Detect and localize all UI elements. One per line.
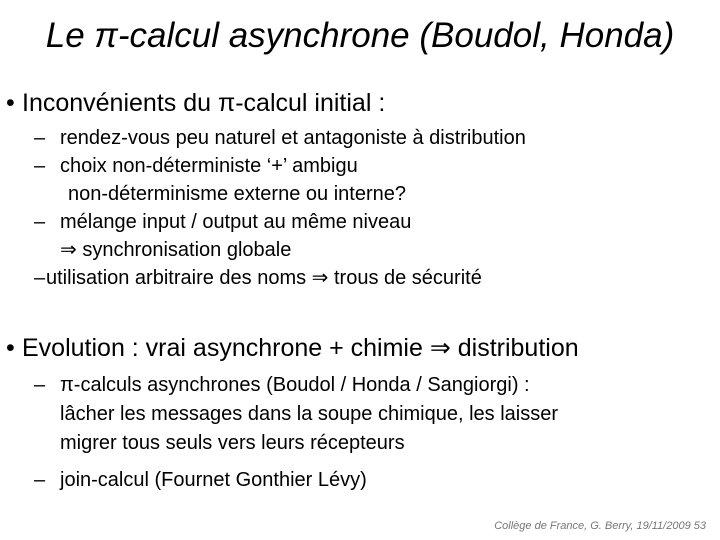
- sub-item-continuation: lâcher les messages dans la soupe chimique, les laisser: [60, 403, 559, 425]
- bullet-marker: •: [6, 89, 15, 117]
- sub-item-continuation: ⇒ synchronisation globale: [60, 239, 292, 261]
- bullet-marker: •: [6, 334, 15, 362]
- sub-item-melange: [34, 209, 411, 235]
- sub-item-join-calcul: [34, 467, 367, 493]
- dash-marker: –: [34, 211, 46, 233]
- sub-item-choix: [34, 153, 358, 179]
- sub-item-continuation: non-déterminisme externe ou interne?: [68, 183, 406, 205]
- bullet-evolution: [6, 333, 579, 363]
- sub-item-text: utilisation arbitraire des noms ⇒ trous de sécurité: [46, 267, 482, 289]
- sub-item-pi-calculs: [34, 372, 530, 398]
- sub-item-utilisation: [34, 265, 482, 291]
- dash-marker: –: [34, 155, 46, 177]
- dash-marker: –: [34, 267, 46, 289]
- sub-item-text: π-calculs asynchrones (Boudol / Honda / Sangiorgi) :: [60, 374, 530, 396]
- sub-item-text: join-calcul (Fournet Gonthier Lévy): [60, 469, 367, 491]
- dash-marker: –: [34, 469, 46, 491]
- sub-item-text: mélange input / output au même niveau: [60, 211, 412, 233]
- sub-item-continuation: migrer tous seuls vers leurs récepteurs: [60, 432, 405, 454]
- sub-item-text: choix non-déterministe ‘+’ ambigu: [60, 155, 358, 177]
- slide-title: Le π-calcul asynchrone (Boudol, Honda): [45, 16, 675, 55]
- dash-marker: –: [34, 374, 46, 396]
- sub-item-rendez-vous: [34, 125, 526, 151]
- bullet-text: Inconvénients du π-calcul initial :: [22, 89, 386, 117]
- slide-footer: Collège de France, G. Berry, 19/11/2009 53: [494, 520, 706, 532]
- bullet-text: Evolution : vrai asynchrone + chimie ⇒ distribution: [22, 334, 579, 362]
- dash-marker: –: [34, 127, 46, 149]
- bullet-inconvenients: [6, 88, 385, 118]
- sub-item-text: rendez-vous peu naturel et antagoniste à distribution: [60, 127, 526, 149]
